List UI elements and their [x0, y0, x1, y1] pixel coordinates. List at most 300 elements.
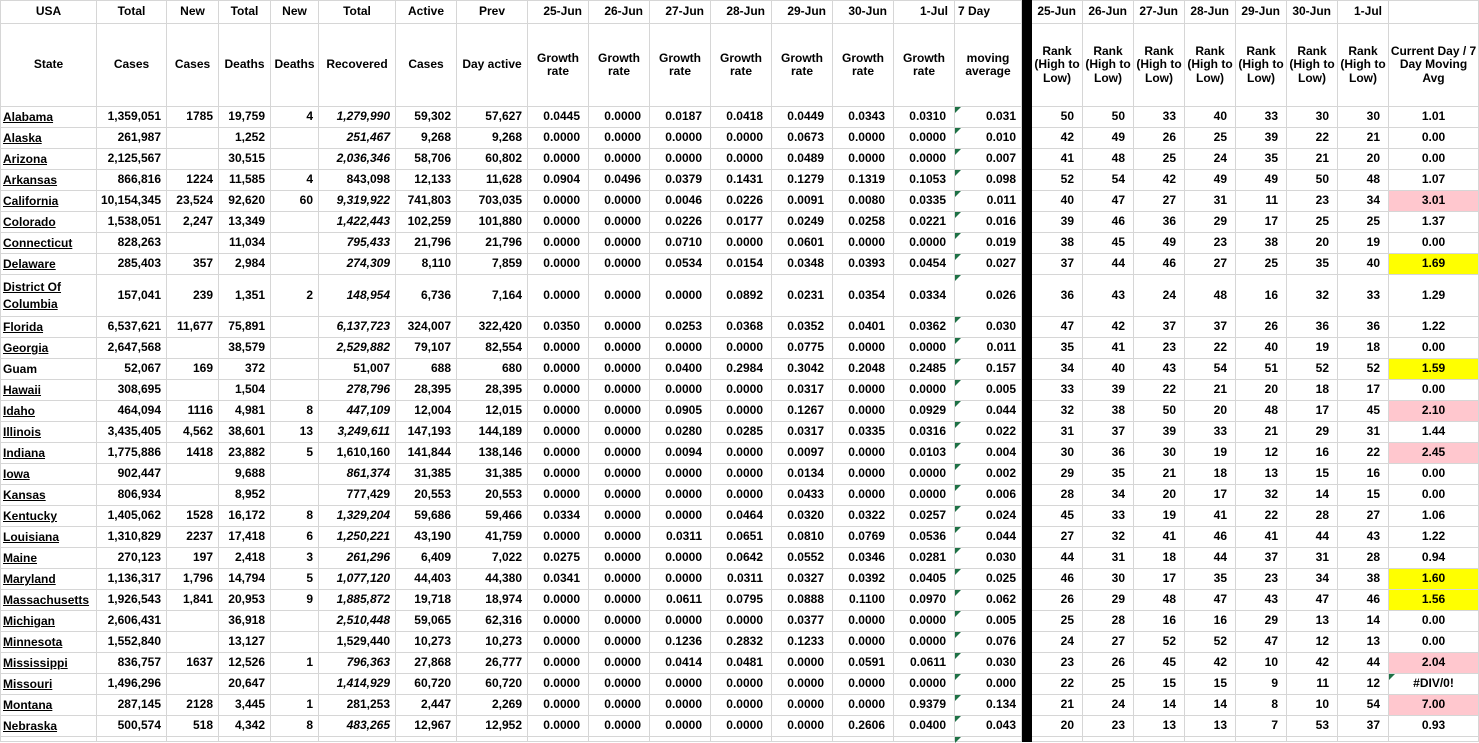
prev-day-active-cell[interactable]: 57,627 [457, 107, 528, 128]
growth-rate-cell-0[interactable]: 0.0341 [528, 569, 589, 590]
rank-cell-5[interactable]: 42 [1287, 653, 1338, 674]
rank-cell-0[interactable]: 45 [1032, 506, 1083, 527]
recovered-cell[interactable]: 261,296 [319, 548, 396, 569]
prev-day-active-cell[interactable]: 60,720 [457, 674, 528, 695]
growth-rate-cell-0[interactable]: 0.0000 [528, 401, 589, 422]
rank-cell-5[interactable]: 36 [1287, 317, 1338, 338]
rank-cell-1[interactable]: 25 [1083, 674, 1134, 695]
new-deaths-cell[interactable] [271, 485, 319, 506]
header-rank-date-2[interactable]: 27-Jun [1134, 1, 1185, 24]
rank-cell-1[interactable]: 42 [1083, 317, 1134, 338]
growth-rate-cell-1[interactable]: 0.0000 [589, 632, 650, 653]
growth-rate-cell-6[interactable]: 0.0611 [894, 653, 955, 674]
state-cell[interactable]: California [1, 191, 97, 212]
rank-cell-1[interactable]: 37 [1083, 422, 1134, 443]
rank-cell-1[interactable]: 26 [1083, 653, 1134, 674]
rank-cell-1[interactable]: 29 [1083, 590, 1134, 611]
rank-cell-5[interactable]: 12 [1287, 632, 1338, 653]
prev-day-active-cell[interactable]: 44,380 [457, 569, 528, 590]
rank-cell-2[interactable]: 37 [1134, 317, 1185, 338]
growth-rate-cell-1[interactable]: 0.0000 [589, 128, 650, 149]
growth-rate-cell-1[interactable]: 0.0000 [589, 149, 650, 170]
total-deaths-cell[interactable]: 75,891 [219, 317, 271, 338]
rank-cell-6[interactable]: 48 [1338, 170, 1389, 191]
growth-rate-cell-0[interactable]: 0.0000 [528, 674, 589, 695]
total-deaths-cell[interactable]: 9,688 [219, 464, 271, 485]
growth-rate-cell-3[interactable]: 0.0000 [711, 464, 772, 485]
active-cases-cell[interactable]: 20,553 [396, 485, 457, 506]
active-cases-cell[interactable]: 43,190 [396, 527, 457, 548]
growth-rate-cell-3[interactable]: 0.0481 [711, 653, 772, 674]
prev-day-active-cell[interactable]: 9,268 [457, 128, 528, 149]
growth-rate-cell-0[interactable]: 0.0000 [528, 338, 589, 359]
total-deaths-cell[interactable]: 1,504 [219, 380, 271, 401]
moving-average-cell[interactable]: 0.062 [955, 590, 1022, 611]
rank-cell-4[interactable]: 13 [1236, 464, 1287, 485]
rank-cell-5[interactable]: 13 [1287, 611, 1338, 632]
moving-average-cell[interactable]: 0.016 [955, 212, 1022, 233]
rank-cell-4[interactable]: 35 [1236, 149, 1287, 170]
rank-cell-3[interactable]: 37 [1185, 317, 1236, 338]
total-cases-cell[interactable]: 287,145 [97, 695, 167, 716]
ratio-cell[interactable]: 3.01 [1389, 191, 1479, 212]
rank-cell-4[interactable]: 49 [1236, 170, 1287, 191]
total-cases-cell[interactable]: 464,094 [97, 401, 167, 422]
new-cases-cell[interactable]: 2,247 [167, 212, 219, 233]
new-deaths-cell[interactable]: 8 [271, 401, 319, 422]
new-deaths-cell[interactable] [271, 149, 319, 170]
total-cases-cell[interactable]: 1,775,886 [97, 443, 167, 464]
active-cases-cell[interactable]: 79,107 [396, 338, 457, 359]
rank-cell-2[interactable]: 45 [1134, 653, 1185, 674]
growth-rate-cell-4[interactable]: 0.0601 [772, 233, 833, 254]
state-cell[interactable]: Guam [1, 359, 97, 380]
growth-rate-cell-3[interactable]: 0.0464 [711, 506, 772, 527]
new-cases-cell[interactable] [167, 674, 219, 695]
rank-cell-6[interactable]: 34 [1338, 191, 1389, 212]
active-cases-cell[interactable]: 12,004 [396, 401, 457, 422]
prev-day-active-cell[interactable]: 322,420 [457, 317, 528, 338]
state-cell[interactable]: Mississippi [1, 653, 97, 674]
header-growth-date-1[interactable]: 26-Jun [589, 1, 650, 24]
growth-rate-cell-0[interactable]: 0.0000 [528, 485, 589, 506]
moving-average-cell[interactable]: 0.134 [955, 695, 1022, 716]
growth-rate-cell-1[interactable]: 0.0000 [589, 233, 650, 254]
rank-cell-4[interactable]: 47 [1236, 632, 1287, 653]
new-cases-cell[interactable] [167, 464, 219, 485]
total-deaths-cell[interactable]: 23,882 [219, 443, 271, 464]
new-deaths-cell[interactable] [271, 233, 319, 254]
rank-cell-1[interactable]: 44 [1083, 254, 1134, 275]
rank-cell-6[interactable]: 46 [1338, 590, 1389, 611]
rank-cell-6[interactable]: 25 [1338, 212, 1389, 233]
moving-average-cell[interactable]: 0.076 [955, 632, 1022, 653]
total-cases-cell[interactable]: 1,405,062 [97, 506, 167, 527]
header-growth-rate-0[interactable]: Growth rate [528, 24, 589, 107]
recovered-cell[interactable]: 3,249,611 [319, 422, 396, 443]
ratio-cell[interactable]: 0.00 [1389, 611, 1479, 632]
growth-rate-cell-6[interactable]: 0.0316 [894, 422, 955, 443]
ratio-cell[interactable]: 7.00 [1389, 695, 1479, 716]
rank-cell-1[interactable]: 34 [1083, 485, 1134, 506]
total-cases-cell[interactable]: 52,067 [97, 359, 167, 380]
total-deaths-cell[interactable]: 1,252 [219, 128, 271, 149]
rank-cell-3[interactable]: 33 [1185, 422, 1236, 443]
rank-cell-0[interactable]: 52 [1032, 170, 1083, 191]
growth-rate-cell-5[interactable]: 0.1319 [833, 170, 894, 191]
growth-rate-cell-5[interactable]: 0.0000 [833, 674, 894, 695]
prev-day-active-cell[interactable]: 144,189 [457, 422, 528, 443]
growth-rate-cell-2[interactable]: 0.0000 [650, 548, 711, 569]
header-growth-rate-6[interactable]: Growth rate [894, 24, 955, 107]
rank-cell-1[interactable]: 24 [1083, 695, 1134, 716]
growth-rate-cell-1[interactable]: 0.0000 [589, 548, 650, 569]
rank-cell-2[interactable]: 41 [1134, 527, 1185, 548]
rank-cell-6[interactable]: 12 [1338, 674, 1389, 695]
growth-rate-cell-1[interactable]: 0.0000 [589, 254, 650, 275]
growth-rate-cell-4[interactable]: 0.0000 [772, 653, 833, 674]
new-cases-cell[interactable]: 197 [167, 548, 219, 569]
growth-rate-cell-4[interactable]: 0.0000 [772, 695, 833, 716]
rank-cell-0[interactable]: 20 [1032, 716, 1083, 737]
recovered-cell[interactable]: 1,077,120 [319, 569, 396, 590]
header-sub-state-0[interactable]: State [1, 24, 97, 107]
growth-rate-cell-3[interactable]: 0.0000 [711, 149, 772, 170]
prev-day-active-cell[interactable]: 7,859 [457, 254, 528, 275]
state-cell[interactable]: Kansas [1, 485, 97, 506]
growth-rate-cell-5[interactable]: 0.0000 [833, 632, 894, 653]
rank-cell-4[interactable]: 29 [1236, 611, 1287, 632]
new-deaths-cell[interactable]: 5 [271, 569, 319, 590]
active-cases-cell[interactable]: 12,967 [396, 716, 457, 737]
header-growth-rate-5[interactable]: Growth rate [833, 24, 894, 107]
header-sub-day-active-7[interactable]: Day active [457, 24, 528, 107]
new-cases-cell[interactable] [167, 485, 219, 506]
rank-cell-5[interactable]: 29 [1287, 422, 1338, 443]
rank-cell-2[interactable]: 24 [1134, 275, 1185, 317]
rank-cell-5[interactable]: 25 [1287, 212, 1338, 233]
rank-cell-3[interactable]: 54 [1185, 359, 1236, 380]
growth-rate-cell-0[interactable]: 0.0000 [528, 653, 589, 674]
growth-rate-cell-3[interactable]: 0.2984 [711, 359, 772, 380]
new-cases-cell[interactable]: 169 [167, 359, 219, 380]
growth-rate-cell-1[interactable]: 0.0000 [589, 716, 650, 737]
ratio-cell[interactable]: 2.10 [1389, 401, 1479, 422]
total-deaths-cell[interactable]: 16,172 [219, 506, 271, 527]
rank-cell-2[interactable]: 50 [1134, 401, 1185, 422]
rank-cell-6[interactable]: 22 [1338, 443, 1389, 464]
rank-cell-6[interactable]: 19 [1338, 233, 1389, 254]
active-cases-cell[interactable]: 6,409 [396, 548, 457, 569]
rank-cell-2[interactable]: 19 [1134, 506, 1185, 527]
moving-average-cell[interactable]: 0.011 [955, 191, 1022, 212]
active-cases-cell[interactable]: 8,110 [396, 254, 457, 275]
new-deaths-cell[interactable] [271, 464, 319, 485]
rank-cell-6[interactable]: 13 [1338, 632, 1389, 653]
new-deaths-cell[interactable] [271, 128, 319, 149]
growth-rate-cell-6[interactable]: 0.0454 [894, 254, 955, 275]
growth-rate-cell-6[interactable]: 0.0362 [894, 317, 955, 338]
new-deaths-cell[interactable] [271, 380, 319, 401]
state-cell[interactable]: Maryland [1, 569, 97, 590]
recovered-cell[interactable]: 148,954 [319, 275, 396, 317]
growth-rate-cell-4[interactable]: 0.0888 [772, 590, 833, 611]
moving-average-cell[interactable]: 0.006 [955, 485, 1022, 506]
growth-rate-cell-6[interactable]: 0.0334 [894, 275, 955, 317]
rank-cell-5[interactable]: 14 [1287, 485, 1338, 506]
rank-cell-5[interactable]: 11 [1287, 674, 1338, 695]
new-cases-cell[interactable]: 23,524 [167, 191, 219, 212]
state-cell[interactable]: Montana [1, 695, 97, 716]
growth-rate-cell-5[interactable]: 0.0000 [833, 443, 894, 464]
rank-cell-0[interactable]: 40 [1032, 191, 1083, 212]
rank-cell-2[interactable]: 46 [1134, 254, 1185, 275]
growth-rate-cell-5[interactable]: 0.2606 [833, 716, 894, 737]
recovered-cell[interactable]: 1,610,160 [319, 443, 396, 464]
rank-cell-3[interactable]: 52 [1185, 632, 1236, 653]
growth-rate-cell-5[interactable]: 0.0354 [833, 275, 894, 317]
growth-rate-cell-6[interactable]: 0.0000 [894, 485, 955, 506]
rank-cell-1[interactable]: 23 [1083, 716, 1134, 737]
recovered-cell[interactable]: 251,467 [319, 128, 396, 149]
rank-cell-1[interactable]: 30 [1083, 569, 1134, 590]
growth-rate-cell-1[interactable]: 0.0000 [589, 359, 650, 380]
growth-rate-cell-5[interactable]: 0.0346 [833, 548, 894, 569]
rank-cell-2[interactable]: 15 [1134, 674, 1185, 695]
growth-rate-cell-3[interactable]: 0.0285 [711, 422, 772, 443]
rank-cell-1[interactable]: 46 [1083, 212, 1134, 233]
header-growth-rate-4[interactable]: Growth rate [772, 24, 833, 107]
rank-cell-3[interactable]: 48 [1185, 275, 1236, 317]
rank-cell-0[interactable]: 27 [1032, 527, 1083, 548]
rank-cell-5[interactable]: 19 [1287, 338, 1338, 359]
header-top-new-4[interactable]: New [271, 1, 319, 24]
header-top-total-5[interactable]: Total [319, 1, 396, 24]
new-deaths-cell[interactable]: 6 [271, 527, 319, 548]
total-cases-cell[interactable]: 308,695 [97, 380, 167, 401]
active-cases-cell[interactable]: 21,796 [396, 233, 457, 254]
growth-rate-cell-0[interactable]: 0.0000 [528, 422, 589, 443]
growth-rate-cell-0[interactable]: 0.0000 [528, 464, 589, 485]
growth-rate-cell-5[interactable]: 0.0000 [833, 233, 894, 254]
total-deaths-cell[interactable]: 372 [219, 359, 271, 380]
rank-cell-6[interactable]: 27 [1338, 506, 1389, 527]
header-sub-recovered-5[interactable]: Recovered [319, 24, 396, 107]
rank-cell-1[interactable]: 40 [1083, 359, 1134, 380]
rank-cell-4[interactable]: 39 [1236, 128, 1287, 149]
rank-cell-0[interactable]: 46 [1032, 569, 1083, 590]
new-cases-cell[interactable]: 239 [167, 275, 219, 317]
active-cases-cell[interactable]: 141,844 [396, 443, 457, 464]
growth-rate-cell-2[interactable]: 0.0400 [650, 359, 711, 380]
prev-day-active-cell[interactable]: 12,015 [457, 401, 528, 422]
active-cases-cell[interactable]: 10,273 [396, 632, 457, 653]
header-top-total-3[interactable]: Total [219, 1, 271, 24]
ratio-cell[interactable]: 0.00 [1389, 233, 1479, 254]
recovered-cell[interactable]: 1,885,872 [319, 590, 396, 611]
rank-cell-6[interactable]: 17 [1338, 380, 1389, 401]
active-cases-cell[interactable]: 44,403 [396, 569, 457, 590]
active-cases-cell[interactable]: 741,803 [396, 191, 457, 212]
rank-cell-0[interactable]: 22 [1032, 674, 1083, 695]
moving-average-cell[interactable]: 0.004 [955, 443, 1022, 464]
growth-rate-cell-1[interactable]: 0.0000 [589, 485, 650, 506]
rank-cell-1[interactable]: 48 [1083, 149, 1134, 170]
ratio-cell[interactable]: 1.56 [1389, 590, 1479, 611]
growth-rate-cell-2[interactable]: 0.0000 [650, 338, 711, 359]
ratio-cell[interactable]: 1.01 [1389, 107, 1479, 128]
active-cases-cell[interactable]: 147,193 [396, 422, 457, 443]
rank-cell-4[interactable]: 37 [1236, 548, 1287, 569]
total-deaths-cell[interactable]: 38,601 [219, 422, 271, 443]
rank-cell-4[interactable]: 12 [1236, 443, 1287, 464]
rank-cell-3[interactable]: 25 [1185, 128, 1236, 149]
state-cell[interactable]: Alabama [1, 107, 97, 128]
growth-rate-cell-4[interactable]: 0.1233 [772, 632, 833, 653]
prev-day-active-cell[interactable]: 26,777 [457, 653, 528, 674]
growth-rate-cell-2[interactable]: 0.0000 [650, 149, 711, 170]
moving-average-cell[interactable]: 0.022 [955, 422, 1022, 443]
growth-rate-cell-3[interactable]: 0.0000 [711, 716, 772, 737]
rank-cell-3[interactable]: 16 [1185, 611, 1236, 632]
rank-cell-0[interactable]: 47 [1032, 317, 1083, 338]
rank-cell-3[interactable]: 49 [1185, 170, 1236, 191]
header-sub-cases-1[interactable]: Cases [97, 24, 167, 107]
header-sub-deaths-4[interactable]: Deaths [271, 24, 319, 107]
rank-cell-0[interactable]: 28 [1032, 485, 1083, 506]
total-deaths-cell[interactable]: 12,526 [219, 653, 271, 674]
rank-cell-2[interactable]: 20 [1134, 485, 1185, 506]
header-top-prev-7[interactable]: Prev [457, 1, 528, 24]
growth-rate-cell-0[interactable]: 0.0000 [528, 233, 589, 254]
growth-rate-cell-4[interactable]: 0.0097 [772, 443, 833, 464]
moving-average-cell[interactable]: 0.157 [955, 359, 1022, 380]
rank-cell-1[interactable]: 41 [1083, 338, 1134, 359]
header-rank-date-0[interactable]: 25-Jun [1032, 1, 1083, 24]
rank-cell-5[interactable]: 17 [1287, 401, 1338, 422]
total-cases-cell[interactable]: 836,757 [97, 653, 167, 674]
growth-rate-cell-0[interactable]: 0.0904 [528, 170, 589, 191]
moving-average-cell[interactable]: 0.027 [955, 254, 1022, 275]
growth-rate-cell-0[interactable]: 0.0000 [528, 632, 589, 653]
prev-day-active-cell[interactable]: 2,269 [457, 695, 528, 716]
rank-cell-1[interactable]: 31 [1083, 548, 1134, 569]
rank-cell-5[interactable]: 44 [1287, 527, 1338, 548]
active-cases-cell[interactable]: 9,268 [396, 128, 457, 149]
rank-cell-6[interactable]: 40 [1338, 254, 1389, 275]
new-cases-cell[interactable] [167, 380, 219, 401]
growth-rate-cell-3[interactable]: 0.0226 [711, 191, 772, 212]
growth-rate-cell-5[interactable]: 0.0080 [833, 191, 894, 212]
rank-cell-1[interactable]: 47 [1083, 191, 1134, 212]
new-cases-cell[interactable]: 1116 [167, 401, 219, 422]
growth-rate-cell-3[interactable]: 0.0418 [711, 107, 772, 128]
moving-average-cell[interactable]: 0.026 [955, 275, 1022, 317]
growth-rate-cell-4[interactable]: 0.0348 [772, 254, 833, 275]
prev-day-active-cell[interactable]: 62,316 [457, 611, 528, 632]
active-cases-cell[interactable]: 27,868 [396, 653, 457, 674]
growth-rate-cell-2[interactable]: 0.0187 [650, 107, 711, 128]
header-top-new-2[interactable]: New [167, 1, 219, 24]
new-deaths-cell[interactable]: 4 [271, 170, 319, 191]
prev-day-active-cell[interactable]: 21,796 [457, 233, 528, 254]
new-cases-cell[interactable]: 518 [167, 716, 219, 737]
rank-cell-1[interactable]: 38 [1083, 401, 1134, 422]
total-deaths-cell[interactable]: 11,034 [219, 233, 271, 254]
rank-cell-5[interactable]: 47 [1287, 590, 1338, 611]
growth-rate-cell-2[interactable]: 0.0094 [650, 443, 711, 464]
growth-rate-cell-2[interactable]: 0.0000 [650, 674, 711, 695]
growth-rate-cell-2[interactable]: 0.0000 [650, 611, 711, 632]
growth-rate-cell-5[interactable]: 0.0000 [833, 401, 894, 422]
growth-rate-cell-6[interactable]: 0.0281 [894, 548, 955, 569]
growth-rate-cell-4[interactable]: 0.1279 [772, 170, 833, 191]
growth-rate-cell-2[interactable]: 0.0000 [650, 128, 711, 149]
moving-average-cell[interactable]: 0.005 [955, 380, 1022, 401]
growth-rate-cell-3[interactable]: 0.0177 [711, 212, 772, 233]
growth-rate-cell-4[interactable]: 0.3042 [772, 359, 833, 380]
rank-cell-4[interactable]: 43 [1236, 590, 1287, 611]
total-cases-cell[interactable]: 866,816 [97, 170, 167, 191]
rank-cell-3[interactable]: 17 [1185, 485, 1236, 506]
rank-cell-1[interactable]: 54 [1083, 170, 1134, 191]
rank-cell-6[interactable]: 16 [1338, 464, 1389, 485]
growth-rate-cell-6[interactable]: 0.0335 [894, 191, 955, 212]
rank-cell-4[interactable]: 48 [1236, 401, 1287, 422]
new-cases-cell[interactable]: 11,677 [167, 317, 219, 338]
prev-day-active-cell[interactable]: 7,022 [457, 548, 528, 569]
header-rank-3[interactable]: Rank (High to Low) [1185, 24, 1236, 107]
growth-rate-cell-6[interactable]: 0.0103 [894, 443, 955, 464]
rank-cell-2[interactable]: 27 [1134, 191, 1185, 212]
new-cases-cell[interactable]: 357 [167, 254, 219, 275]
rank-cell-0[interactable]: 37 [1032, 254, 1083, 275]
total-cases-cell[interactable]: 1,136,317 [97, 569, 167, 590]
growth-rate-cell-6[interactable]: 0.0221 [894, 212, 955, 233]
rank-cell-2[interactable]: 43 [1134, 359, 1185, 380]
rank-cell-0[interactable]: 42 [1032, 128, 1083, 149]
rank-cell-0[interactable]: 24 [1032, 632, 1083, 653]
header-sub-deaths-3[interactable]: Deaths [219, 24, 271, 107]
moving-average-cell[interactable]: 0.030 [955, 548, 1022, 569]
rank-cell-3[interactable]: 20 [1185, 401, 1236, 422]
growth-rate-cell-1[interactable]: 0.0000 [589, 506, 650, 527]
growth-rate-cell-3[interactable]: 0.2832 [711, 632, 772, 653]
new-deaths-cell[interactable]: 1 [271, 695, 319, 716]
recovered-cell[interactable]: 1,329,204 [319, 506, 396, 527]
rank-cell-3[interactable]: 21 [1185, 380, 1236, 401]
ratio-cell[interactable]: 0.00 [1389, 632, 1479, 653]
moving-average-cell[interactable]: 0.044 [955, 401, 1022, 422]
growth-rate-cell-0[interactable]: 0.0350 [528, 317, 589, 338]
rank-cell-2[interactable]: 42 [1134, 170, 1185, 191]
rank-cell-2[interactable]: 39 [1134, 422, 1185, 443]
rank-cell-0[interactable]: 30 [1032, 443, 1083, 464]
rank-cell-4[interactable]: 10 [1236, 653, 1287, 674]
total-deaths-cell[interactable]: 36,918 [219, 611, 271, 632]
rank-cell-3[interactable]: 41 [1185, 506, 1236, 527]
rank-cell-2[interactable]: 30 [1134, 443, 1185, 464]
growth-rate-cell-1[interactable]: 0.0000 [589, 275, 650, 317]
ratio-cell[interactable]: 0.00 [1389, 464, 1479, 485]
header-top-active-6[interactable]: Active [396, 1, 457, 24]
rank-cell-2[interactable]: 17 [1134, 569, 1185, 590]
growth-rate-cell-6[interactable]: 0.0536 [894, 527, 955, 548]
header-rank-date-4[interactable]: 29-Jun [1236, 1, 1287, 24]
new-deaths-cell[interactable]: 1 [271, 653, 319, 674]
rank-cell-0[interactable]: 38 [1032, 233, 1083, 254]
recovered-cell[interactable]: 281,253 [319, 695, 396, 716]
